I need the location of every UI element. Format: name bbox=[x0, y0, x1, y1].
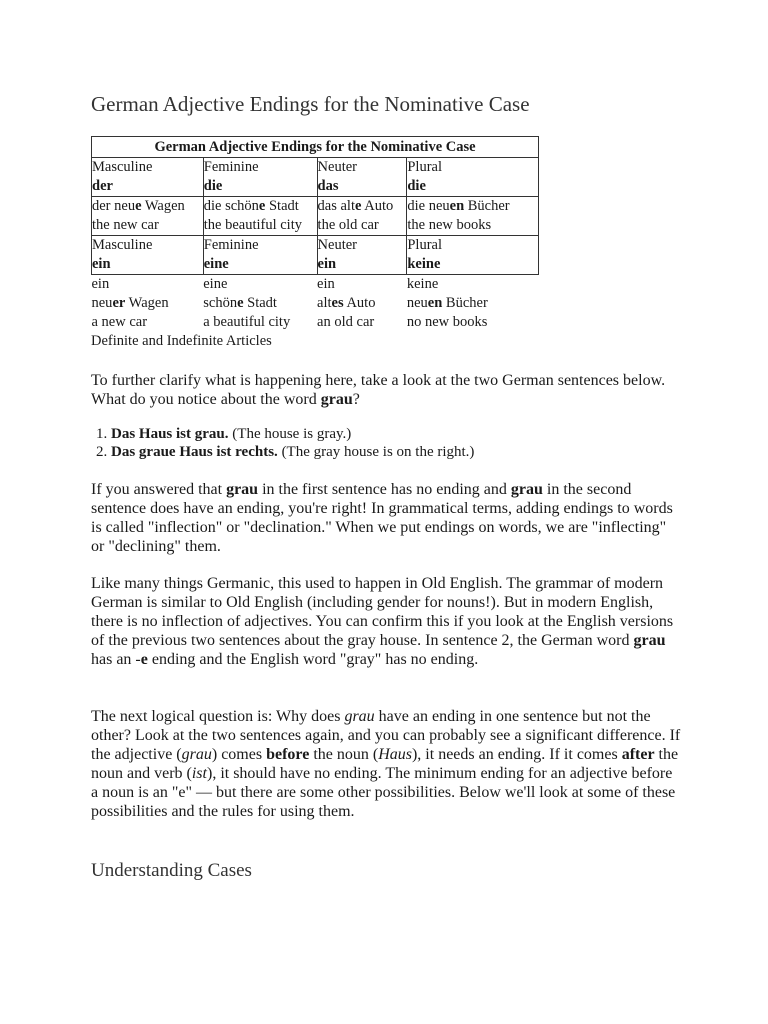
table-row-definite-examples bbox=[92, 197, 539, 236]
table-footer-caption: Definite and Indefinite Articles bbox=[91, 333, 272, 349]
table-cell: Neuter ein bbox=[317, 236, 407, 275]
table-caption: German Adjective Endings for the Nominative Case bbox=[92, 137, 539, 158]
paragraph-logical-question: The next logical question is: Why does grau have an ending in one sentence but not the other? Look at the two sentences again, and you can probably see a significant difference. If the adjective (grau) comes before the noun (Haus), it needs an ending. If it comes after the noun and verb (ist), it should have no ending. The minimum ending for an adjective before a noun is an "e" — but there are some other possibilities. Below we'll look at some of these possibilities and the rules for using them. bbox=[91, 708, 681, 820]
table-cell: Neuter das bbox=[317, 158, 407, 197]
paragraph-old-english: Like many things Germanic, this used to happen in Old English. The grammar of modern German is similar to Old English (including gender for nouns!). But in modern English, there is no inflection of adjectives. You can confirm this if you look at the English versions of the previous two sentences about the gray house. In sentence 2, the German word grau has an -e ending and the English word "gray" has no ending. bbox=[91, 575, 674, 668]
page-title: German Adjective Endings for the Nominative Case bbox=[91, 92, 530, 116]
table-cell: ein neuer Wagen a new car bbox=[91, 276, 169, 330]
table-row-definite-header bbox=[92, 158, 539, 197]
table-cell: das alte Auto the old car bbox=[317, 197, 407, 236]
section-heading-understanding-cases: Understanding Cases bbox=[91, 860, 252, 881]
table-cell: die neuen Bücher the new books bbox=[407, 197, 539, 236]
list-item: 1. Das Haus ist grau. (The house is gray.) bbox=[111, 426, 681, 444]
table-cell: Feminine eine bbox=[203, 236, 317, 275]
table-row-indefinite-examples bbox=[92, 275, 539, 333]
table-cell: eine schöne Stadt a beautiful city bbox=[203, 276, 291, 330]
table-cell: die schöne Stadt the beautiful city bbox=[203, 197, 317, 236]
table-cell: ein altes Auto an old car bbox=[317, 276, 376, 330]
list-item: 2. Das graue Haus ist rechts. (The gray house is on the right.) bbox=[111, 444, 681, 462]
table-cell: Plural keine bbox=[407, 236, 539, 275]
paragraph-inflection: If you answered that grau in the first sentence has no ending and grau in the second sentence does have an ending, you're right! In grammatical terms, adding endings to words is called "inflection" or "declination." When we put endings on words, we are "inflecting" or "declining" them. bbox=[91, 481, 673, 555]
table-cell: der neue Wagen the new car bbox=[92, 197, 204, 236]
table-cell: Masculine ein bbox=[92, 236, 204, 275]
table-cell: Feminine die bbox=[203, 158, 317, 197]
table-cell: keine neuen Bücher no new books bbox=[406, 276, 488, 330]
paragraph-intro: To further clarify what is happening here, take a look at the two German sentences below. What do you notice about the word grau? bbox=[91, 372, 666, 408]
table-row-indefinite-header bbox=[92, 236, 539, 275]
table-cell: Plural die bbox=[407, 158, 539, 197]
table-cell: Masculine der bbox=[92, 158, 204, 197]
example-sentences-list bbox=[91, 426, 681, 461]
adjective-endings-table bbox=[91, 136, 539, 332]
